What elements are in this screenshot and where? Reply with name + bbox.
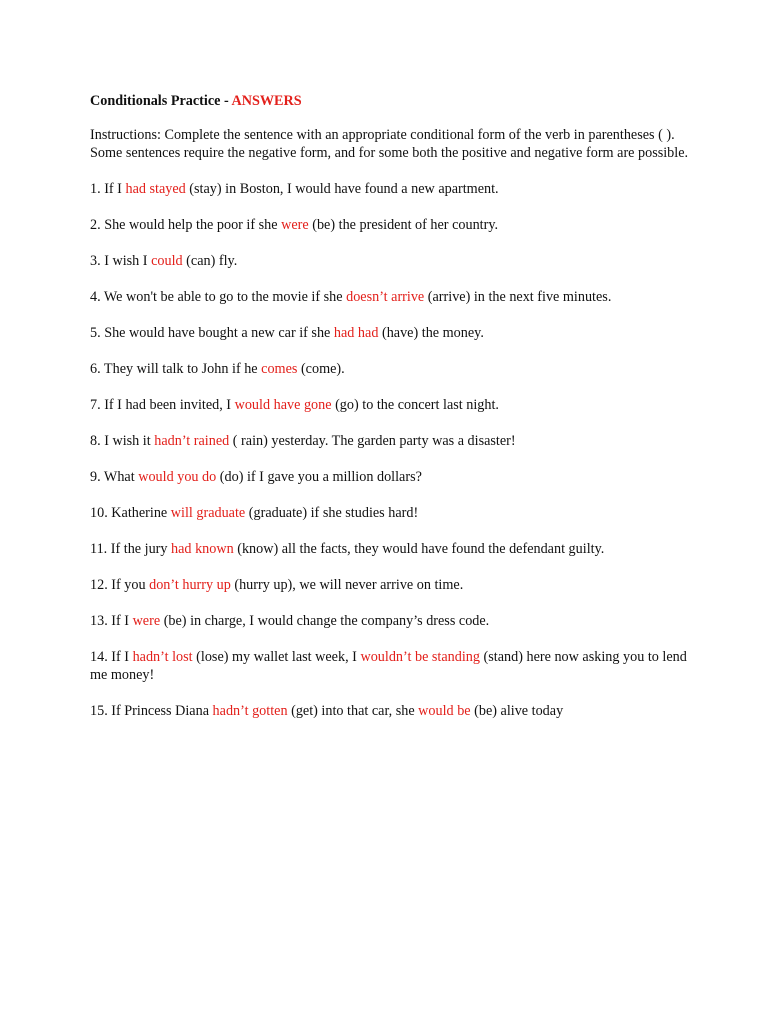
worksheet-page <box>90 92 690 738</box>
sentence-text: 15. If Princess Diana <box>90 703 213 719</box>
sentence-text: (lose) my wallet last week, I <box>192 649 361 665</box>
answer-text: would have gone <box>234 397 332 413</box>
question-item-12 <box>90 576 690 594</box>
question-item-1 <box>90 180 690 198</box>
title-text: Conditionals Practice - <box>90 93 232 109</box>
sentence-text: (stand) here now asking you to lend me money! <box>90 649 687 683</box>
sentence-text: 14. If I <box>90 649 133 665</box>
question-item-3 <box>90 252 690 270</box>
sentence-text: 8. I wish it <box>90 433 155 449</box>
sentence-text: ( rain) yesterday. The garden party was a disaster! <box>229 433 516 449</box>
question-item-14 <box>90 648 690 684</box>
answer-text: hadn’t gotten <box>212 703 288 719</box>
sentence-text: (be) alive today <box>470 703 564 719</box>
sentence-text: (arrive) in the next five minutes. <box>424 289 612 305</box>
sentence-text: 1. If I <box>90 181 126 197</box>
answer-text: had known <box>171 541 234 557</box>
sentence-text: 4. We won't be able to go to the movie if she <box>90 289 347 305</box>
sentence-text: (go) to the concert last night. <box>331 397 499 413</box>
question-item-10 <box>90 504 690 522</box>
answer-text: comes <box>261 361 298 377</box>
answer-text: don’t hurry up <box>149 577 231 593</box>
sentence-text: 12. If you <box>90 577 150 593</box>
answer-text: will graduate <box>170 505 246 521</box>
question-item-7 <box>90 396 690 414</box>
sentence-text: (do) if I gave you a million dollars? <box>216 469 422 485</box>
sentence-text: 2. She would help the poor if she <box>90 217 282 233</box>
sentence-text: (be) in charge, I would change the company’s dress code. <box>160 613 490 629</box>
answer-text: wouldn’t be standing <box>360 649 480 665</box>
answer-text: doesn’t arrive <box>346 289 425 305</box>
answer-text: were <box>281 217 309 233</box>
question-item-6 <box>90 360 690 378</box>
sentence-text: (can) fly. <box>182 253 238 269</box>
question-item-2 <box>90 216 690 234</box>
sentence-text: (graduate) if she studies hard! <box>245 505 419 521</box>
sentence-text: (know) all the facts, they would have found the defendant guilty. <box>233 541 605 557</box>
sentence-text: (come). <box>297 361 345 377</box>
answer-text: hadn’t rained <box>154 433 230 449</box>
sentence-text: 9. What <box>90 469 139 485</box>
sentence-text: (hurry up), we will never arrive on time. <box>230 577 464 593</box>
sentence-text: 6. They will talk to John if he <box>90 361 262 377</box>
answer-text: could <box>151 253 183 269</box>
question-item-9 <box>90 468 690 486</box>
sentence-text: (have) the money. <box>378 325 484 341</box>
question-item-5 <box>90 324 690 342</box>
answer-text: would be <box>418 703 471 719</box>
title-answers-label: ANSWERS <box>231 93 302 109</box>
answer-text: had stayed <box>125 181 186 197</box>
answer-text: would you do <box>138 469 217 485</box>
sentence-text: 3. I wish I <box>90 253 152 269</box>
question-item-15 <box>90 702 690 720</box>
instructions-paragraph: Instructions: Complete the sentence with an appropriate conditional form of the verb in parentheses ( ). Some sentences require the negative form, and for some both the positive and negative form are possible. <box>90 127 689 161</box>
question-item-8 <box>90 432 690 450</box>
sentence-text: 11. If the jury <box>90 541 172 557</box>
sentence-text: 13. If I <box>90 613 133 629</box>
sentence-text: 7. If I had been invited, I <box>90 397 235 413</box>
question-list <box>90 180 690 720</box>
answer-text: were <box>132 613 161 629</box>
sentence-text: 10. Katherine <box>90 505 171 521</box>
question-item-11 <box>90 540 690 558</box>
sentence-text: (stay) in Boston, I would have found a new apartment. <box>185 181 499 197</box>
page-title <box>90 92 690 110</box>
sentence-text: 5. She would have bought a new car if she <box>90 325 334 341</box>
sentence-text: (get) into that car, she <box>287 703 419 719</box>
answer-text: had had <box>333 325 379 341</box>
question-item-4 <box>90 288 690 306</box>
sentence-text: (be) the president of her country. <box>308 217 499 233</box>
question-item-13 <box>90 612 690 630</box>
answer-text: hadn’t lost <box>132 649 193 665</box>
